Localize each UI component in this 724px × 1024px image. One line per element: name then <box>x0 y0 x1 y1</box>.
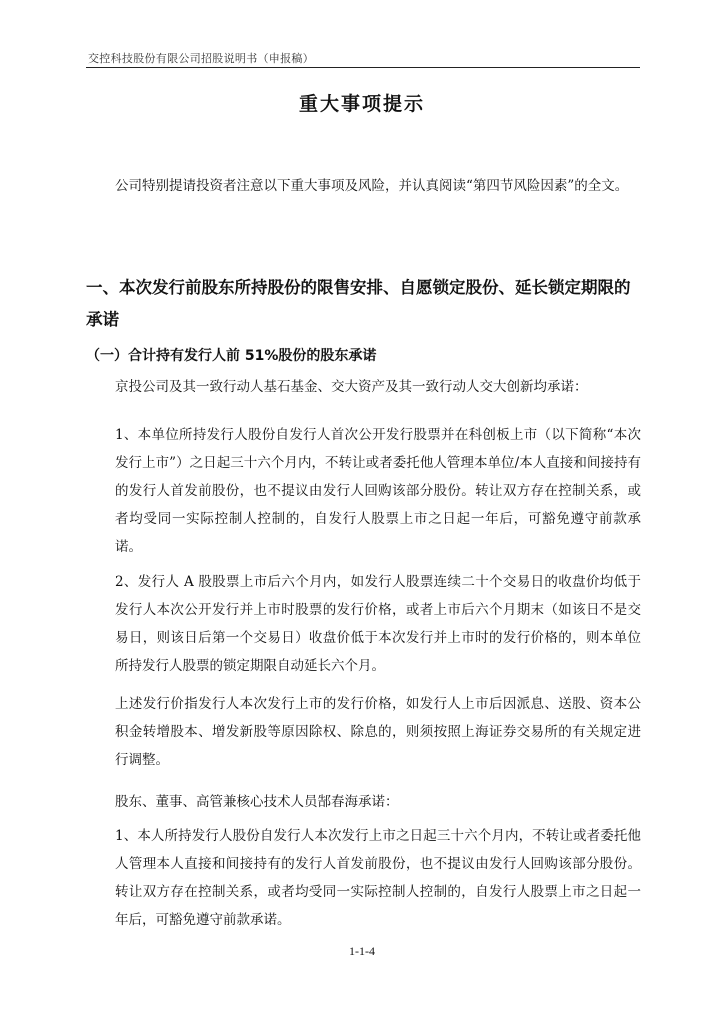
paragraph-4 <box>86 690 641 774</box>
running-header: 交控科技股份有限公司招股说明书（申报稿） <box>88 52 314 65</box>
paragraph-5-text: 股东、董事、高管兼核心技术人员郜春海承诺： <box>115 794 399 810</box>
header-divider <box>86 67 640 68</box>
paragraph-6 <box>86 822 641 934</box>
paragraph-2-text: 1、本单位所持发行人股份自发行人首次公开发行股票并在科创板上市（以下简称“本次发行上市”）之日起三十六个月内，不转让或者委托他人管理本单位/本人直接和间接持有的发行人首发前股份，也不提议由发行人回购该部分股份。转让双方存在控制关系，或者均受同一实际控制人控制的，自发行人股票上市之日起一年后，可豁免遵守前款承诺。 <box>115 427 641 555</box>
subsection-heading-1: （一）合计持有发行人前 51%股份的股东承诺 <box>86 348 377 364</box>
page-title: 重大事项提示 <box>298 93 425 115</box>
paragraph-2 <box>86 421 641 561</box>
paragraph-6-text: 1、本人所持发行人股份自发行人本次发行上市之日起三十六个月内，不转让或者委托他人管理本人直接和间接持有的发行人首发前股份，也不提议由发行人回购该部分股份。转让双方存在控制关系，或者均受同一实际控制人控制的，自发行人股票上市之日起一年后，可豁免遵守前款承诺。 <box>115 828 641 928</box>
section-heading-1: 一、本次发行前股东所持股份的限售安排、自愿锁定股份、延长锁定期限的承诺 <box>86 278 631 329</box>
paragraph-1 <box>86 373 641 401</box>
intro-paragraph <box>86 172 641 200</box>
paragraph-5 <box>86 788 641 816</box>
intro-text: 公司特别提请投资者注意以下重大事项及风险，并认真阅读“第四节风险因素”的全文。 <box>115 178 629 194</box>
paragraph-3 <box>86 568 641 680</box>
paragraph-3-text: 2、发行人 A 股股票上市后六个月内，如发行人股票连续二十个交易日的收盘价均低于发行人本次公开发行并上市时股票的发行价格，或者上市后六个月期末（如该日不是交易日，则该日后第一个交易日）收盘价低于本次发行并上市时的发行价格的，则本单位所持发行人股票的锁定期限自动延长六个月。 <box>115 574 641 674</box>
page-number: 1-1-4 <box>349 944 375 958</box>
paragraph-4-text: 上述发行价指发行人本次发行上市的发行价格，如发行人上市后因派息、送股、资本公积金转增股本、增发新股等原因除权、除息的，则须按照上海证券交易所的有关规定进行调整。 <box>115 696 641 768</box>
paragraph-1-text: 京投公司及其一致行动人基石基金、交大资产及其一致行动人交大创新均承诺： <box>115 379 588 395</box>
